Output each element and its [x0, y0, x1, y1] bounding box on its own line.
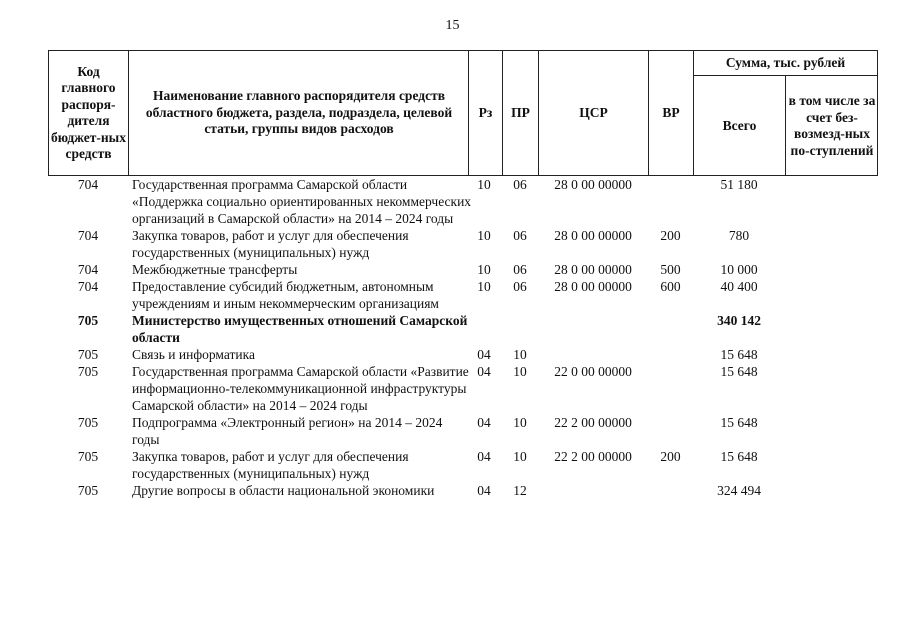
header-incl: в том числе за счет без-возмезд-ных по-ступлений: [788, 93, 876, 158]
row-name: Предоставление субсидий бюджетным, автономным учреждениям и иным некоммерческим организациям: [132, 279, 439, 311]
header-name: Наименование главного распорядителя средств областного бюджета, раздела, подраздела, целевой статьи, группы видов расходов: [145, 88, 453, 137]
header-vr: ВР: [662, 104, 680, 120]
row-pr: 06: [513, 279, 527, 294]
row-total: 780: [728, 228, 750, 243]
header-csr: ЦСР: [579, 104, 608, 120]
row-pr: 06: [513, 177, 527, 192]
row-csr: 28 0 00 00000: [554, 177, 632, 192]
row-total: 340 142: [717, 313, 761, 328]
row-total: 10 000: [720, 262, 758, 277]
row-rz: 04: [477, 364, 491, 379]
row-code: 705: [77, 449, 99, 464]
row-name: Подпрограмма «Электронный регион» на 2014 – 2024 годы: [132, 415, 443, 447]
table-row: [48, 261, 878, 278]
row-total: 15 648: [720, 364, 758, 379]
table-row: [48, 312, 878, 346]
header-pr: ПР: [511, 104, 530, 120]
header-rz: Рз: [478, 104, 493, 120]
row-code: 705: [77, 313, 99, 328]
row-code: 705: [77, 415, 99, 430]
row-rz: 10: [477, 228, 491, 243]
row-csr: 28 0 00 00000: [554, 279, 632, 294]
row-code: 704: [77, 177, 99, 192]
row-rz: 10: [477, 262, 491, 277]
row-name: Закупка товаров, работ и услуг для обеспечения государственных (муниципальных) нужд: [132, 228, 409, 260]
row-csr: 22 2 00 00000: [554, 449, 632, 464]
row-pr: 12: [513, 483, 527, 498]
row-vr: 200: [660, 228, 681, 243]
row-name: Закупка товаров, работ и услуг для обеспечения государственных (муниципальных) нужд: [132, 449, 409, 481]
row-total: 15 648: [720, 415, 758, 430]
row-pr: 10: [513, 347, 527, 362]
row-code: 705: [77, 364, 99, 379]
row-rz: 10: [477, 177, 491, 192]
row-code: 704: [77, 279, 99, 294]
table-row: [48, 346, 878, 363]
row-pr: 06: [513, 228, 527, 243]
row-csr: 22 0 00 00000: [554, 364, 632, 379]
row-rz: 04: [477, 347, 491, 362]
row-vr: 600: [660, 279, 681, 294]
row-name: Государственная программа Самарской области «Поддержка социально ориентированных некоммерческих организаций в Самарской области» на 2014 – 2024 годы: [132, 177, 472, 226]
row-name: Межбюджетные трансферты: [132, 262, 298, 277]
row-vr: 500: [660, 262, 681, 277]
page-number: 15: [445, 18, 460, 33]
row-rz: 04: [477, 415, 491, 430]
row-name: Государственная программа Самарской области «Развитие информационно-телекоммуникационной инфраструктуры Самарской области» на 2014 – 2024 годы: [132, 364, 469, 413]
table-body: [48, 176, 878, 499]
row-code: 704: [77, 228, 99, 243]
row-csr: 28 0 00 00000: [554, 262, 632, 277]
row-total: 324 494: [717, 483, 761, 498]
row-code: 705: [77, 347, 99, 362]
row-code: 704: [77, 262, 99, 277]
table-row: [48, 227, 878, 261]
row-name: Министерство имущественных отношений Самарской области: [132, 313, 468, 345]
row-name: Связь и информатика: [132, 347, 255, 362]
table-row: [48, 482, 878, 499]
header-total: Всего: [722, 117, 757, 133]
row-total: 15 648: [720, 449, 758, 464]
row-pr: 10: [513, 449, 527, 464]
table-row: [48, 176, 878, 227]
row-rz: 10: [477, 279, 491, 294]
row-code: 705: [77, 483, 99, 498]
row-csr: 22 2 00 00000: [554, 415, 632, 430]
row-vr: 200: [660, 449, 681, 464]
table-header: [48, 50, 878, 176]
row-name: Другие вопросы в области национальной экономики: [132, 483, 435, 498]
row-total: 40 400: [720, 279, 758, 294]
table-row: [48, 414, 878, 448]
header-sum: Сумма, тыс. рублей: [725, 54, 846, 70]
row-pr: 06: [513, 262, 527, 277]
row-csr: 28 0 00 00000: [554, 228, 632, 243]
row-total: 51 180: [720, 177, 758, 192]
table-row: [48, 363, 878, 414]
row-rz: 04: [477, 449, 491, 464]
row-rz: 04: [477, 483, 491, 498]
table-row: [48, 448, 878, 482]
row-pr: 10: [513, 364, 527, 379]
table-row: [48, 278, 878, 312]
row-total: 15 648: [720, 347, 758, 362]
header-code: Код главного распоря-дителя бюджет-ных средств: [51, 63, 126, 161]
row-pr: 10: [513, 415, 527, 430]
